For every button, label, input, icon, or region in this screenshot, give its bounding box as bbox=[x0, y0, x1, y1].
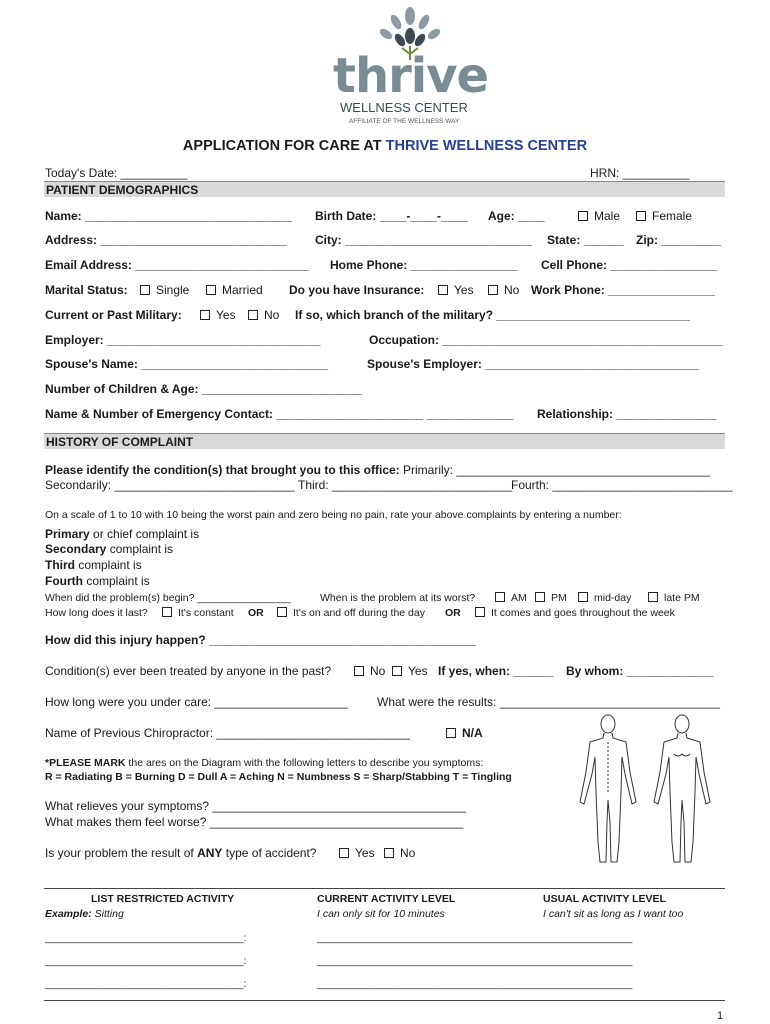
accident-yes-checkbox[interactable]: Yes bbox=[339, 846, 375, 860]
secondarily-field[interactable]: Secondarily: ___________________________ bbox=[45, 478, 295, 492]
secondary-complaint[interactable]: Secondary complaint is bbox=[45, 542, 174, 556]
insurance-label: Do you have Insurance: bbox=[289, 283, 425, 297]
insurance-no-checkbox[interactable]: No bbox=[488, 283, 519, 297]
constant-checkbox[interactable]: It's constant bbox=[162, 607, 234, 619]
activity-row-1-left[interactable]: __________________________________: bbox=[45, 932, 247, 944]
symptom-legend: R = Radiating B = Burning D = Dull A = Aching N = Numbness S = Sharp/Stabbing T = Tingling bbox=[45, 771, 512, 783]
married-checkbox[interactable]: Married bbox=[206, 283, 263, 297]
when-worst-label: When is the problem at its worst? bbox=[320, 592, 476, 604]
third-field[interactable]: Third: ___________________________ bbox=[298, 478, 513, 492]
treated-label: Condition(s) ever been treated by anyone in the past? bbox=[45, 664, 332, 678]
fourth-field[interactable]: Fourth: ___________________________ bbox=[511, 478, 733, 492]
body-diagram-icon bbox=[570, 712, 720, 872]
spouse-name-field[interactable]: Spouse's Name: ____________________________ bbox=[45, 357, 329, 371]
single-checkbox[interactable]: Single bbox=[140, 283, 189, 297]
military-label: Current or Past Military: bbox=[45, 308, 182, 322]
military-branch-field[interactable]: If so, which branch of the military? _____________________________ bbox=[295, 308, 690, 322]
how-long-label: How long does it last? bbox=[45, 607, 148, 619]
home-phone-field[interactable]: Home Phone: ________________ bbox=[330, 258, 518, 272]
demographics-section-header: PATIENT DEMOGRAPHICS bbox=[44, 181, 725, 197]
worse-field[interactable]: What makes them feel worse? ______________________________________ bbox=[45, 815, 464, 829]
when-begin-field[interactable]: When did the problem(s) begin? ________________ bbox=[45, 592, 291, 604]
primary-complaint[interactable]: Primary or chief complaint is bbox=[45, 527, 200, 541]
email-field[interactable]: Email Address: __________________________ bbox=[45, 258, 309, 272]
city-field[interactable]: City: ____________________________ bbox=[315, 233, 532, 247]
name-field[interactable]: Name: _______________________________ bbox=[45, 209, 292, 223]
zip-field[interactable]: Zip: _________ bbox=[636, 233, 722, 247]
pain-scale-instruction: On a scale of 1 to 10 with 10 being the worst pain and zero being no pain, rate your above complaints by entering a number: bbox=[45, 509, 622, 521]
employer-field[interactable]: Employer: ________________________________ bbox=[45, 333, 321, 347]
accident-label: Is your problem the result of ANY type of accident? bbox=[45, 846, 317, 860]
results-field[interactable]: What were the results: _________________________________ bbox=[377, 695, 720, 709]
state-field[interactable]: State: ______ bbox=[547, 233, 624, 247]
midday-checkbox[interactable]: mid-day bbox=[578, 592, 631, 604]
body-diagram[interactable] bbox=[570, 712, 720, 872]
na-checkbox[interactable]: N/A bbox=[446, 726, 483, 740]
relationship-field[interactable]: Relationship: _______________ bbox=[537, 407, 717, 421]
or-label-2: OR bbox=[445, 607, 461, 619]
cell-phone-field[interactable]: Cell Phone: ________________ bbox=[541, 258, 718, 272]
insurance-yes-checkbox[interactable]: Yes bbox=[438, 283, 474, 297]
page-number: 1 bbox=[717, 1010, 724, 1022]
emergency-contact-field[interactable]: Name & Number of Emergency Contact: ______________________ _____________ bbox=[45, 407, 514, 421]
activity-row-2-right[interactable]: ______________________________________________________ bbox=[317, 955, 633, 967]
comes-goes-checkbox[interactable]: It comes and goes throughout the week bbox=[475, 607, 675, 619]
page-title: APPLICATION FOR CARE AT THRIVE WELLNESS CENTER bbox=[182, 138, 588, 154]
logo-wordmark: thrive bbox=[333, 48, 489, 104]
col-current-activity: CURRENT ACTIVITY LEVEL bbox=[317, 893, 456, 905]
third-complaint[interactable]: Third complaint is bbox=[45, 558, 142, 572]
military-no-checkbox[interactable]: No bbox=[248, 308, 279, 322]
address-field[interactable]: Address: ____________________________ bbox=[45, 233, 288, 247]
treated-no-checkbox[interactable]: No bbox=[354, 664, 385, 678]
military-yes-checkbox[interactable]: Yes bbox=[200, 308, 236, 322]
activity-row-3-left[interactable]: __________________________________: bbox=[45, 978, 247, 990]
logo-tagline: AFFILIATE OF THE WELLNESS WAY bbox=[349, 118, 460, 125]
history-section-header: HISTORY OF COMPLAINT bbox=[44, 433, 725, 449]
fourth-complaint[interactable]: Fourth complaint is bbox=[45, 574, 150, 588]
previous-chiropractor-field[interactable]: Name of Previous Chiropractor: _____________________________ bbox=[45, 726, 410, 740]
or-label-1: OR bbox=[248, 607, 264, 619]
by-whom-field[interactable]: By whom: _____________ bbox=[566, 664, 714, 678]
female-checkbox[interactable]: Female bbox=[636, 209, 692, 223]
under-care-field[interactable]: How long were you under care: ____________________ bbox=[45, 695, 348, 709]
todays-date-field[interactable]: Today's Date: __________ bbox=[45, 166, 188, 180]
relieves-field[interactable]: What relieves your symptoms? ______________________________________ bbox=[45, 799, 466, 813]
if-yes-when-field[interactable]: If yes, when: ______ bbox=[438, 664, 554, 678]
example-usual: I can't sit as long as I want too bbox=[543, 908, 684, 920]
mark-diagram-instruction: *PLEASE MARK the ares on the Diagram with the following letters to describe you symptoms: bbox=[45, 757, 484, 769]
accident-no-checkbox[interactable]: No bbox=[384, 846, 415, 860]
am-checkbox[interactable]: AM bbox=[495, 592, 527, 604]
marital-status-label: Marital Status: bbox=[45, 283, 128, 297]
identify-conditions[interactable]: Please identify the condition(s) that brought you to this office: Primarily: ______________________________________ bbox=[45, 463, 710, 477]
logo-subtitle: WELLNESS CENTER bbox=[340, 100, 468, 115]
divider bbox=[44, 888, 725, 889]
spouse-employer-field[interactable]: Spouse's Employer: ________________________________ bbox=[367, 357, 699, 371]
hrn-field[interactable]: HRN: __________ bbox=[590, 166, 690, 180]
activity-row-3-right[interactable]: ______________________________________________________ bbox=[317, 978, 633, 990]
male-checkbox[interactable]: Male bbox=[578, 209, 620, 223]
bottom-divider bbox=[44, 1000, 725, 1001]
birth-date-field[interactable]: Birth Date: ____-____-____ bbox=[315, 209, 468, 223]
on-off-checkbox[interactable]: It's on and off during the day bbox=[277, 607, 425, 619]
injury-field[interactable]: How did this injury happen? ________________________________________ bbox=[45, 633, 476, 647]
activity-row-2-left[interactable]: __________________________________: bbox=[45, 955, 247, 967]
example-restricted: Example: Sitting bbox=[45, 908, 124, 920]
col-usual-activity: USUAL ACTIVITY LEVEL bbox=[543, 893, 666, 905]
example-current: I can only sit for 10 minutes bbox=[317, 908, 445, 920]
late-pm-checkbox[interactable]: late PM bbox=[648, 592, 700, 604]
pm-checkbox[interactable]: PM bbox=[535, 592, 567, 604]
treated-yes-checkbox[interactable]: Yes bbox=[392, 664, 428, 678]
children-field[interactable]: Number of Children & Age: ________________________ bbox=[45, 382, 363, 396]
age-field[interactable]: Age: ____ bbox=[488, 209, 545, 223]
col-restricted-activity: LIST RESTRICTED ACTIVITY bbox=[91, 893, 235, 905]
occupation-field[interactable]: Occupation: __________________________________________ bbox=[369, 333, 723, 347]
work-phone-field[interactable]: Work Phone: ________________ bbox=[531, 283, 715, 297]
activity-row-1-right[interactable]: ______________________________________________________ bbox=[317, 932, 633, 944]
